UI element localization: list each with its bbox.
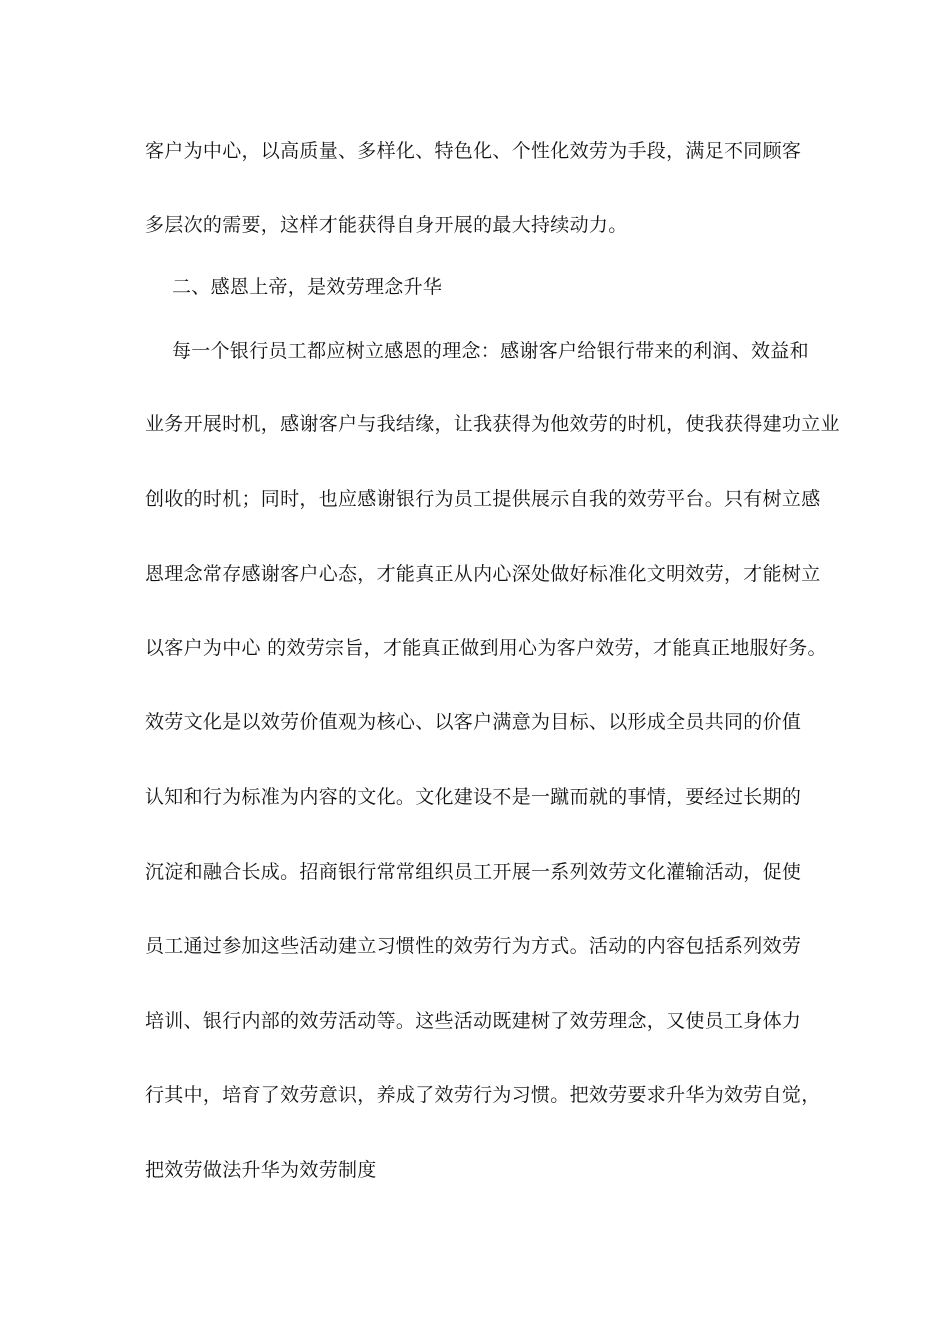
paragraph-line: 客户为中心，以高质量、多样化、特色化、个性化效劳为手段，满足不同顾客 xyxy=(145,140,802,162)
paragraph-line: 每一个银行员工都应树立感恩的理念：感谢客户给银行带来的利润、效益和 xyxy=(172,340,809,362)
paragraph-line: 业务开展时机，感谢客户与我结缘，让我获得为他效劳的时机，使我获得建功立业 xyxy=(145,413,840,435)
paragraph-line: 创收的时机；同时，也应感谢银行为员工提供展示自我的效劳平台。只有树立感 xyxy=(145,488,821,510)
paragraph-line: 效劳文化是以效劳价值观为核心、以客户满意为目标、以形成全员共同的价值 xyxy=(145,711,802,733)
paragraph-line: 把效劳做法升华为效劳制度 xyxy=(145,1159,377,1181)
paragraph-line: 认知和行为标准为内容的文化。文化建设不是一蹴而就的事情，要经过长期的 xyxy=(145,786,802,808)
paragraph-line: 沉淀和融合长成。招商银行常常组织员工开展一系列效劳文化灌输活动，促使 xyxy=(145,861,802,883)
paragraph-line: 培训、银行内部的效劳活动等。这些活动既建树了效劳理念，又使员工身体力 xyxy=(145,1010,802,1032)
paragraph-line: 行其中，培育了效劳意识，养成了效劳行为习惯。把效劳要求升华为效劳自觉， xyxy=(145,1084,821,1106)
paragraph-line: 恩理念常存感谢客户心态，才能真正从内心深处做好标准化文明效劳，才能树立 xyxy=(145,563,821,585)
paragraph-line: 多层次的需要，这样才能获得自身开展的最大持续动力。 xyxy=(145,214,628,236)
section-heading: 二、感恩上帝，是效劳理念升华 xyxy=(172,276,443,298)
paragraph-line: 员工通过参加这些活动建立习惯性的效劳行为方式。活动的内容包括系列效劳 xyxy=(145,935,802,957)
paragraph-line: 以客户为中心 的效劳宗旨，才能真正做到用心为客户效劳，才能真正地服好务。 xyxy=(145,637,827,659)
